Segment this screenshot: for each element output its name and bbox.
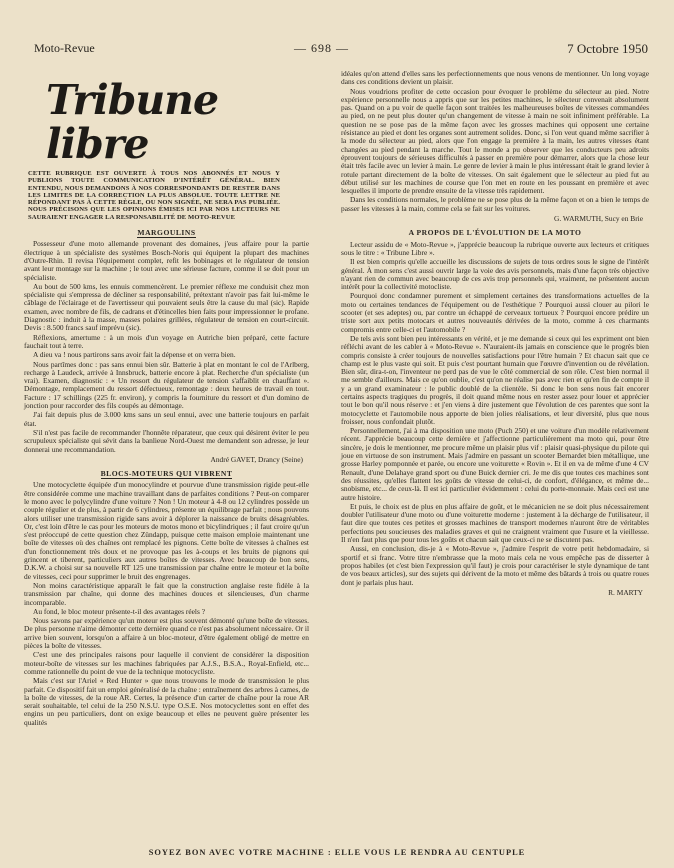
paragraph: C'est une des principales raisons pour laquelle il convient de considérer la disposition moteur-boîte de vitesses sur les machines fabriquées par A.J.S., B.S.A., Royal-Enfield, etc... comme rationnelle du point de vue de la technique motocycliste. (24, 650, 309, 676)
paragraph: S'il n'est pas facile de recommander l'honnête réparateur, que ceux qui désirent éviter le peu scrupuleux spécialiste qui sévit dans la banlieue Nord-Ouest me demandent son adresse, je leur donnerai une recommandation. (24, 427, 309, 454)
paragraph: Nous voudrions profiter de cette occasion pour évoquer le problème du sélecteur au pied. Notre expérience personnelle nous a appris que sur les petites machines, le sélecteur convenait absolument pas. Quand on a pu voir de quelle façon sont traitées les malheureuses boîtes de vitesses commandées au pied, on ne peut plus douter qu'un changement de vitesse à main ne soit infiniment préférable. La question ne se pose pas de la même façon avec les grosses machines qui opposent une certaine résistance au pied et dont les organes sont autrement solides. Donc, si l'on veut quand même sacrifier à la mode du sélecteur au pied, alors que l'on engage la première à la main, les autres vitesses étant changées au pied pendant la marche. Tout le monde a pu observer que les conducteurs peu adroits éprouvent toujours de sérieuses difficultés à passer en première pour démarrer, alors que la chose leur était très facile avec un levier à main. Le genre de levier à main le plus intéressant était le grand levier à rotule partant directement de la boîte de vitesses. On sait également que le sélecteur au pied fut au début utilisé sur les machines de course que l'on met en route en les poussant en première et avec lesquelles il importe de prendre ensuite de la vitesse très rapidement. (341, 86, 649, 196)
page-number: — 698 — (294, 41, 349, 55)
paragraph: idéales qu'on attend d'elles sans les perfectionnements que nous venons de mentionner. Un long voyage dans ces conditions devient un plaisir. (341, 69, 649, 87)
paragraph: Réflexions, amertume : à un mois d'un voyage en Autriche bien préparé, cette facture fauchait tout à terre. (24, 332, 309, 350)
paragraph: Non moins caractéristique apparaît le fait que la construction anglaise reste fidèle à la transmission par chaîne, qui donne des machines douces et silencieuses, d'un charme incomparable. (24, 580, 309, 607)
letter-title: BLOCS-MOTEURS QUI VIBRENT (100, 469, 233, 479)
letter-margoulins (24, 229, 309, 464)
paragraph: Lecteur assidu de « Moto-Revue », j'apprécie beaucoup la rubrique ouverte aux lecteurs et critiques sous le titre : « Tribune Libre ». (341, 239, 649, 257)
paragraph: Personnellement, j'ai à ma disposition une moto (Puch 250) et une voiture d'un modèle relativement récent. J'apprécie beaucoup cette dernière et j'affectionne particulièrement ma moto qui, pour être sincère, je dois le mentionner, me procure même un plaisir plus vif : plaisir quasi-physique du pilote qui joue en virtuose de son instrument. Mais j'admire en passant un scooter Bernardet bien métallique, une grosse Harley pomponnée et parée, ou encore une voiturette « Rovin ». Et il en va de même d'une 4 CV Renault, d'une Delahaye grand sport ou d'une Buick dernier cri. Je me dis que toutes ces machines sont des réussites, qu'elles flattent les goûts de vitesse de celui-ci, de confort, d'élégance, et même de... snobisme, etc... de ceux-là. Il est ici particulier évidemment : celui du porte-monnaie. Mais ceci est une autre histoire. (341, 426, 649, 502)
paragraph: Nous partîmes donc : pas sans ennui bien sûr. Batterie à plat en montant le col de l'Arlberg, recharge à Laudeck, arrivée à Innsbruck, batterie encore à plat. Recherche d'un spécialiste (un vrai). Examen, diagnostic : « Un ressort du régulateur de tension s'affaiblit en chauffant ». Démontage, remplacement du ressort défectueux, remontage : deux heures de travail en tout. Facture : 17 schillings (225 fr. environ), y compris la fourniture du ressort et d'un domino de jonction pour raccorder des fils coupés au démontage. (24, 359, 309, 411)
paragraph: Il est bien compris qu'elle accueille les discussions de sujets de tous ordres sous le signe de l'intérêt général. À mon sens c'est aussi ouvrir large la voie des avis personnels, mais d'une façon très objective n'ayant rien de commun avec beaucoup de ces avis trop personnels qui, vraiment, ne présentent aucun intérêt pour la collectivité motocliste. (341, 257, 649, 292)
paragraph: Nous savons par expérience qu'un moteur est plus souvent démonté qu'une boîte de vitesses. De plus personne n'aime démonter cette dernière quand ce n'est pas absolument nécessaire. Or il arrive bien souvent, lorsqu'on a affaire à un bloc-moteur, d'être également obligé de mettre en pièces la boîte de vitesses. (24, 616, 309, 651)
paragraph: A dieu va ! nous partirons sans avoir fait la dépense et on verra bien. (33, 350, 236, 360)
letter-selecteur (341, 70, 649, 223)
section-title: Tribune libre (46, 76, 219, 168)
issue-date: 7 Octobre 1950 (567, 41, 648, 56)
footer-slogan: SOYEZ BON AVEC VOTRE MACHINE : ELLE VOUS LE RENDRA AU CENTUPLE (148, 848, 526, 857)
letter-signature: R. MARTY (608, 587, 643, 597)
letter-evolution (341, 229, 649, 597)
paragraph: Au fond, le bloc moteur présente-t-il des avantages réels ? (33, 606, 205, 616)
paragraph: Une motocyclette équipée d'un monocylindre et pourvue d'une transmission rigide peut-elle être considérée comme une machine travaillant dans de parfaites conditions ? Peut-on comparer le mono avec le polycylindre d'une voiture ? Non ! Un moteur à 4-8 ou 12 cylindres possède un couple régulier et de plus, à partir de 6 cylindres, présente un équilibrage parfait ; nous pouvons alors utiliser une transmission rigide sans avoir à déplorer la naissance de bruits désagréables. Or, c'est loin d'être le cas pour les moteurs de motos mono et bicylindriques ; il faut croire qu'un s'est préoccupé de cette question chez Zündapp, puisque cette maison emploie maintenant une boîte de vitesses où des chaînes ont remplacé les pignons. Cette boîte de vitesses à chaînes est d'un fonctionnement très doux et ne provoque pas les à-coups et les bruits de pignons qui grincent et tiberent, particuliers aux autres boîtes de vitesses. Avec beaucoup de bon sens, D.K.W. a choisi sur sa nouvelle RT 125 une transmission par chaîne entre le moteur et la boîte de vitesses, ceci pour supprimer le bruit des engrenages. (24, 480, 309, 581)
paragraph: Et puis, le choix est de plus en plus affaire de goût, et le mécanicien ne se doit plus nécessairement doubler l'utilisateur d'une moto ou d'une voiturette moderne : justement à la décharge de l'utilisateur, il faut dire que toutes ces petites et grosses machines de transport modernes n'auront être de véritables perfections peu soucieuses des maladies graves et qui ne craignent vraiment que l'usure et la vieillesse. Il n'en faut plus que pour tous les goûts et chacun sait que ceux-ci ne se discutent pas. (341, 501, 649, 545)
letter-signature: G. WARMUTH, Sucy en Brie (554, 214, 643, 224)
paragraph: Mais c'est sur l'Ariel « Red Hunter » que nous trouvons le mode de transmission le plus parfait. Ce dispositif fait un emploi généralisé de la chaîne : entraînement des arbres à cames, de la boîte de vitesses, de la roue AR. Certes, la présence d'un carter de chaîne pour la roue AR serait souhaitable, tel celui de la 250 N.S.U. type O.S.E. Nos motocyclettes sont en effet des engins un peu particuliers, dont on exige beaucoup et elles ne peuvent guère présenter les qualités (24, 676, 309, 727)
paragraph: Pourquoi donc condamner purement et simplement certaines des transformations actuelles de la moto ou certaines tendances de l'équipement ou de l'esthétique ? Pourquoi aussi clouer au pilori le scooter (et ses adeptes) ou, par contre un échappé de cerveaux tortueux ? Pourquoi encore prédire un triste sort aux petits motocars et autres nouveautés dérivées de la moto, comme à ces charmants compromis entre celle-ci et l'automobile ? (341, 291, 649, 334)
paragraph: J'ai fait depuis plus de 3.000 kms sans un seul ennui, avec une batterie toujours en parfait état. (24, 410, 309, 428)
paragraph: De tels avis sont bien peu intéressants en vérité, et je me demande si ceux qui les expriment ont bien réfléchi avant de les cabler à « Moto-Revue ». N'auraient-ils jamais en conscience que le progrès bien compris consiste à créer toujours de nouvelles satisfactions pour l'être humain ? Et chacun sait que ce champ est le plus vaste qui soit. Et puis c'est pourtant humain que l'œuvre d'invention ou de révélation. Bien sûr, dira-t-on, l'inventeur ne perd pas de vue le côté commercial de son rôle. C'est bien normal il me semble d'ailleurs. Mais ce qu'on oublie, c'est qu'on ne réalise pas avec rien et qu'en fin de compte il y a un grand examinateur : le public doublé de la clientèle. Si donc le bon sens nous fait encorer certains aspects tragiques du progrès, il doit quand même nous en rester assez pour louer et apprécier tout le bon qu'il nous réserve : et j'en viens à dire justement que l'évolution de ces parentes que sont la motocyclette et l'automobile nous apporte de bien jolies réalisations, et leur diversité, plus que nous froisser, nous confondait plutôt. (341, 333, 649, 426)
publication-name: Moto-Revue (34, 41, 95, 55)
page-header (34, 41, 648, 57)
paragraph: Au bout de 500 kms, les ennuis commencèrent. Le premier réflexe me conduisit chez mon spécialiste qui s'empressa de décliner sa responsabilité, prétextant n'avoir pas fait lui-même le câblage de l'éclairage et de l'avertisseur qui pouvaient seuls être la cause du mal (sic). Rapide examen, avec nombre de fils, de cadrans et d'étincelles bien faits pour impressionner le profane. Diagnostic : induit à la masse, masses polaires grillées, régulateur de tension en court-circuit. Devis : 8.500 francs sauf imprévu (sic). (24, 281, 309, 333)
right-column (341, 70, 649, 601)
letter-blocs-moteurs (24, 470, 309, 727)
letter-title: MARGOULINS (137, 228, 196, 238)
letter-title: A PROPOS DE L'ÉVOLUTION DE LA MOTO (408, 228, 582, 238)
paragraph: Dans les conditions normales, le problème ne se pose plus de la même façon et on a bien le temps de passer les vitesses à la main, comme cela se fait sur les voitures. (341, 195, 649, 213)
letter-signature: André GAVET, Drancy (Seine) (210, 454, 303, 464)
paragraph: Aussi, en conclusion, dis-je à « Moto-Revue », j'admire l'esprit de votre petit hebdomadaire, si sportif et si franc. Votre titre n'embrasse que la moto mais cela ne vous empêche pas de disserter à propos habiles (et c'est bien l'expression qu'il faut) je crois pour caractériser le style dynamique de tant de vos beaux articles), sur des sujets qui dérivent de la moto et même des bâtards à trois ou quatre roues dont je parlais plus haut. (341, 544, 649, 587)
editorial-notice: CETTE RUBRIQUE EST OUVERTE À TOUS NOS ABONNÉS ET NOUS Y PUBLIONS TOUTE COMMUNICATION D'INTÉRÊT GÉNÉRAL. BIEN ENTENDU, NOUS DEMANDONS À NOS CORRESPONDANTS DE RESTER DANS LES LIMITES DE LA CORRECTION LA PLUS ABSOLUE. TOUTE LETTRE NE RÉPONDANT PAS À CETTE RÈGLE, OU NON SIGNÉE, NE SERA PAS PUBLIÉE. NOUS PRÉCISONS QUE LES OPINIONS ÉMISES ICI PAR NOS LECTEURS NE SAURAIENT ENGAGER LA RESPONSABILITÉ DE MOTO-REVUE (28, 170, 280, 221)
paragraph: Possesseur d'une moto allemande provenant des domaines, j'eus affaire pour la partie électrique à un spécialiste des systèmes Bosch-Noris qui équipent la plupart des machines d'Outre-Rhin. Il revisa l'équipement complet, refit les bobinages et le régulateur de tension avant leur montage sur la machine ; le tout avec une sérieuse facture, comme il se doit pour un spécialiste. (24, 239, 309, 282)
left-column (24, 70, 309, 728)
